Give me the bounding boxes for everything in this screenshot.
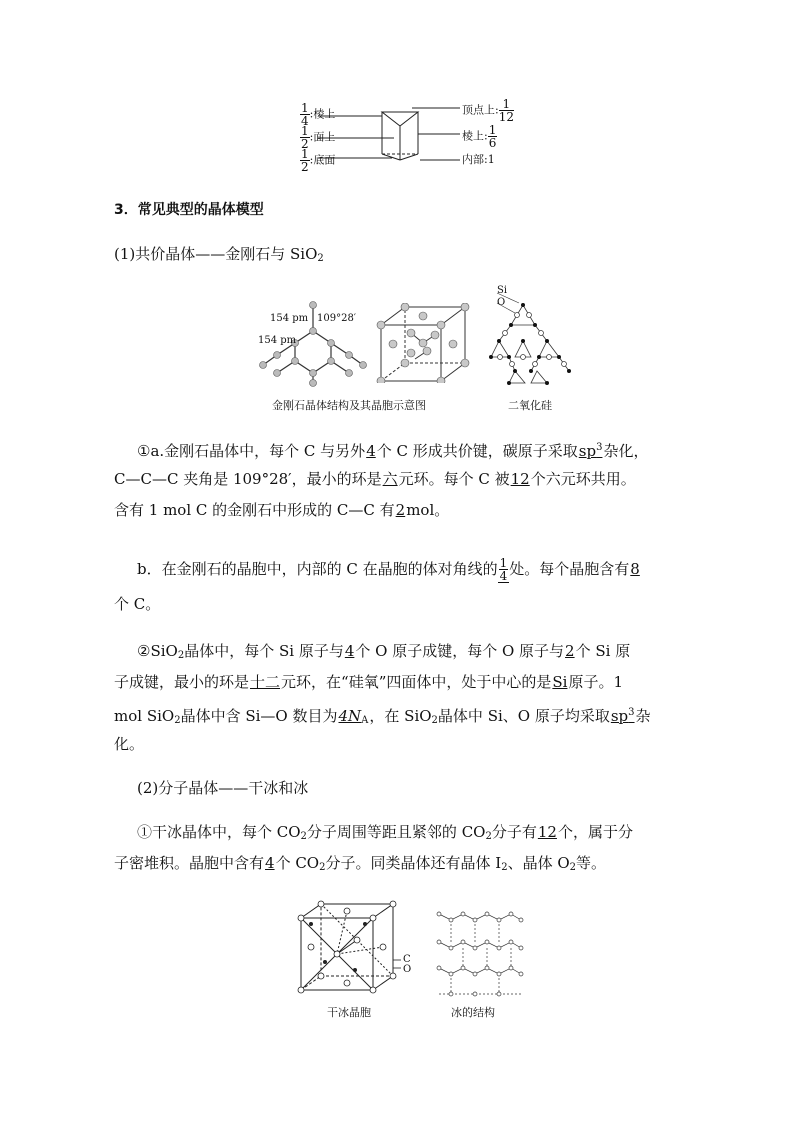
paragraph-sio2-line4 [114, 733, 686, 755]
label-bond-length-1: 154 pm [270, 313, 309, 324]
prism-label-text: 顶点上: [462, 103, 499, 117]
paragraph-diamond-2-line2 [114, 593, 686, 615]
text: 分子。同类晶体还有晶体 I [325, 854, 502, 872]
fraction-one-quarter [498, 557, 510, 583]
subscript: 2 [319, 862, 326, 873]
text: 元环，在“硅氧”四面体中，处于中心的是 [281, 673, 552, 691]
label-bond-angle: 109°28′ [317, 313, 357, 324]
subscript: A [361, 715, 369, 726]
answer-underlined: 4 [366, 442, 376, 460]
label-oxygen: O [403, 964, 412, 975]
text: mol。 [406, 501, 450, 519]
prism-label-left-3 [300, 148, 335, 173]
label-carbon: C [403, 954, 411, 965]
subheading-text: (1)共价晶体——金刚石与 SiO [114, 245, 318, 263]
text: 处。每个晶胞含有 [509, 560, 630, 578]
prism-label-right-3 [462, 152, 495, 168]
fraction-denominator: 4 [301, 114, 309, 128]
paragraph-dryice-line2 [114, 852, 686, 879]
text: ，在 SiO [369, 707, 432, 725]
subscript: 2 [174, 715, 181, 726]
label-o: O [497, 297, 506, 308]
paragraph-sio2-line3 [114, 702, 686, 732]
prism-label-text: :底面 [309, 153, 336, 167]
fraction-numerator: 1 [301, 124, 309, 138]
prism-label-right-1 [462, 98, 514, 123]
prism-label-text: :棱上 [309, 107, 336, 121]
prism-label-text: 内部:1 [462, 153, 495, 166]
text: 个 CO [275, 854, 320, 872]
superscript: 3 [596, 442, 603, 453]
paragraph-diamond-1-line1 [137, 437, 709, 462]
fraction-numerator: 1 [499, 98, 514, 111]
answer-underlined: 2 [565, 642, 575, 660]
answer-underlined: 4 [265, 854, 275, 872]
text: 个 C。 [114, 595, 161, 613]
fraction-denominator: 12 [498, 110, 514, 124]
text: 个六元环共用。 [530, 470, 636, 488]
paragraph-diamond-1-line2 [114, 468, 686, 490]
diamond-unit-cell-diagram [375, 303, 471, 383]
text: 分子有 [491, 823, 537, 841]
fraction-numerator: 1 [488, 123, 497, 137]
fraction-denominator: 2 [301, 160, 309, 174]
text: 元环。每个 C 被 [398, 470, 510, 488]
text: 子密堆积。晶胞中含有 [114, 854, 265, 872]
label-bond-length-2: 154 pm [258, 335, 297, 346]
subscript: 2 [300, 831, 307, 842]
answer-underlined: 六 [382, 470, 398, 488]
caption-sio2: 二氧化硅 [508, 399, 552, 412]
paragraph-sio2-line2 [114, 671, 686, 693]
text: ②SiO [137, 642, 178, 660]
prism-label-right-2 [462, 124, 497, 149]
subscript: 2 [501, 862, 508, 873]
subheading-molecular: (2)分子晶体——干冰和冰 [137, 779, 309, 797]
prism-label-text: :面上 [309, 130, 336, 144]
text: b．在金刚石的晶胞中，内部的 C 在晶胞的体对角线的 [137, 560, 498, 578]
fraction-numerator: 1 [301, 101, 309, 115]
text: 等。 [576, 854, 607, 872]
text: 原子。1 [568, 673, 623, 691]
ice-structure-diagram [435, 906, 525, 1002]
label-si: Si [497, 285, 508, 296]
text: 个 Si 原 [575, 642, 631, 660]
subscript: 2 [569, 862, 577, 873]
text: 含有 1 mol C 的金刚石中形成的 C—C 有 [114, 501, 395, 519]
prism-label-text: 棱上: [462, 129, 488, 143]
answer-underlined: Si [552, 673, 568, 691]
answer-underlined [338, 707, 370, 725]
text: 个 C 形成共价键，碳原子采取 [376, 442, 578, 460]
text: 杂化， [603, 442, 649, 460]
text: mol SiO [114, 707, 175, 725]
paragraph-dryice-line1 [137, 821, 709, 848]
fraction-numerator: 1 [499, 556, 508, 570]
answer-underlined: 8 [630, 560, 640, 578]
paragraph-sio2-line1 [137, 640, 709, 667]
subscript: 2 [317, 253, 324, 264]
paragraph-diamond-1-line3 [114, 499, 686, 521]
text: 子成键，最小的环是 [114, 673, 250, 691]
text: ①干冰晶体中，每个 CO [137, 823, 301, 841]
text: 晶体中，每个 Si 原子与 [184, 642, 344, 660]
diamond-sio2-figure [255, 283, 575, 415]
fraction-numerator: 1 [301, 147, 309, 161]
text: sp [610, 707, 629, 725]
subscript: 2 [177, 650, 185, 661]
text: 、晶体 O [507, 854, 570, 872]
text: 个，属于分 [557, 823, 633, 841]
text: 化。 [114, 735, 145, 753]
caption-diamond: 金刚石晶体结构及其晶胞示意图 [272, 399, 426, 412]
answer-underlined: 12 [537, 823, 557, 841]
text: 4N [338, 707, 362, 725]
fraction-denominator: 4 [499, 569, 508, 583]
text: 分子周围等距且紧邻的 CO [306, 823, 486, 841]
fraction-denominator: 6 [488, 136, 497, 150]
answer-underlined [610, 707, 636, 725]
answer-underlined: 4 [344, 642, 355, 660]
subheading-covalent [114, 243, 686, 270]
text: 晶体中含 Si—O 数目为 [180, 707, 338, 725]
answer-underlined: 2 [395, 501, 406, 519]
text: sp [578, 442, 597, 460]
dryice-ice-figure [295, 900, 525, 1020]
text: C—C—C 夹角是 109°28′，最小的环是 [114, 470, 382, 488]
section-heading: 3．常见典型的晶体模型 [114, 202, 264, 218]
subscript: 2 [485, 831, 492, 842]
prism-figure [300, 97, 530, 174]
fraction-denominator: 2 [301, 137, 309, 151]
text: 个 O 原子成键，每个 O 原子与 [355, 642, 565, 660]
subscript: 2 [431, 715, 438, 726]
answer-underlined: 12 [510, 470, 530, 488]
answer-underlined [578, 442, 604, 460]
text: 杂 [635, 707, 651, 725]
caption-ice: 冰的结构 [451, 1006, 495, 1019]
superscript: 3 [628, 707, 635, 718]
text: 晶体中 Si、O 原子均采取 [437, 707, 610, 725]
answer-underlined: 十二 [250, 673, 281, 691]
dryice-unit-cell-diagram [295, 900, 405, 996]
caption-dryice: 干冰晶胞 [327, 1006, 371, 1019]
paragraph-diamond-2-line1 [137, 554, 709, 584]
text: ①a.金刚石晶体中，每个 C 与另外 [137, 442, 366, 460]
